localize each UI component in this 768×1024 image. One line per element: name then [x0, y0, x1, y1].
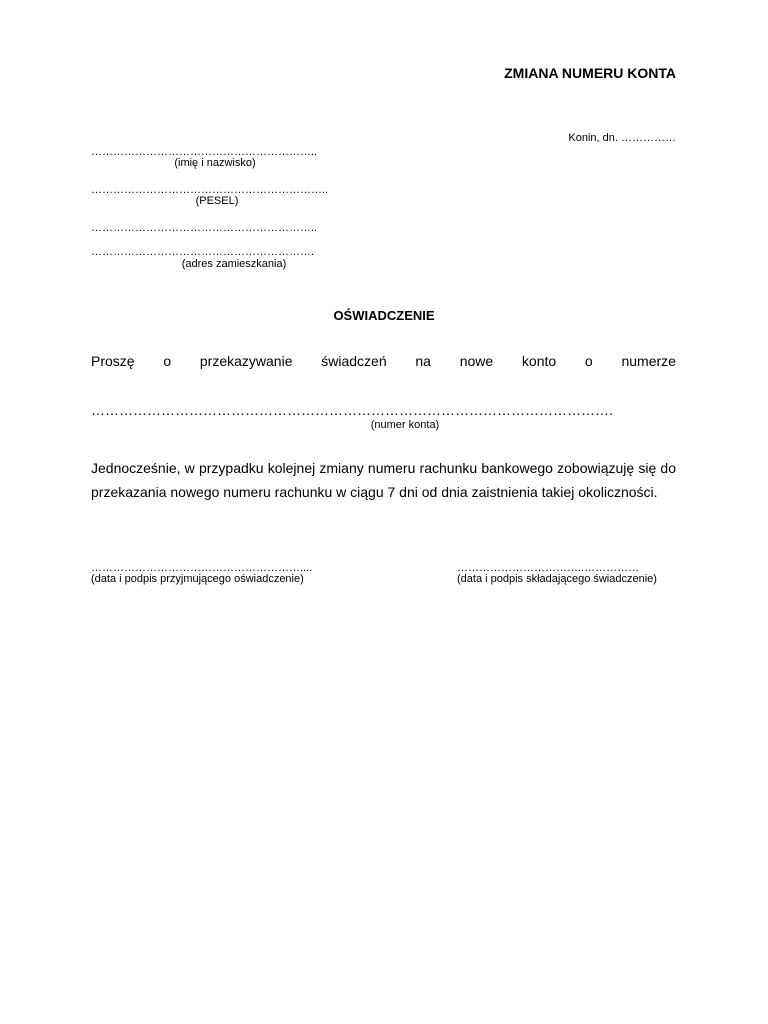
receiver-signature-caption: (data i podpis przyjmującego oświadczenie) [91, 573, 304, 585]
place-date-line: Konin, dn. …………… [568, 132, 676, 144]
declarant-signature-caption: (data i podpis składającego świadczenie) [457, 573, 657, 585]
document-title: ZMIANA NUMERU KONTA [504, 65, 676, 81]
declaration-heading: OŚWIADCZENIE [333, 308, 435, 323]
account-number-caption: (numer konta) [370, 419, 440, 431]
request-word: numerze [621, 353, 676, 369]
request-word: konto [521, 353, 557, 369]
request-word: świadczeń [321, 353, 387, 369]
request-word: na [415, 353, 431, 369]
address-dotted-line-1: …………………………………………………….. [91, 222, 318, 234]
address-caption: (adres zamieszkania) [181, 258, 287, 270]
request-sentence [91, 353, 676, 369]
request-word: nowe [459, 353, 494, 369]
pesel-dotted-line: ……………………………………………………….. [91, 184, 329, 196]
account-number-dotted-line: …………………………………………………………………………………………………. [91, 402, 613, 418]
declarant-signature-dotted-line: ……………………………..…………… [457, 562, 640, 574]
name-dotted-line: …………………………………………………….. [91, 146, 318, 158]
name-caption: (imię i nazwisko) [174, 157, 256, 169]
request-word: o [584, 353, 593, 369]
request-word: Proszę [91, 353, 135, 369]
receiver-signature-dotted-line: ………………………………………………….... [91, 562, 313, 574]
pesel-caption: (PESEL) [195, 195, 239, 207]
request-word: o [163, 353, 172, 369]
request-word: przekazywanie [199, 353, 293, 369]
obligation-paragraph: Jednocześnie, w przypadku kolejnej zmiany numeru rachunku bankowego zobowiązuję się do przekazania nowego numeru rachunku w ciągu 7 dni od dnia zaistnienia takiej okoliczności. [91, 460, 676, 500]
address-dotted-line-2: ……………………………………………………. [91, 246, 315, 258]
